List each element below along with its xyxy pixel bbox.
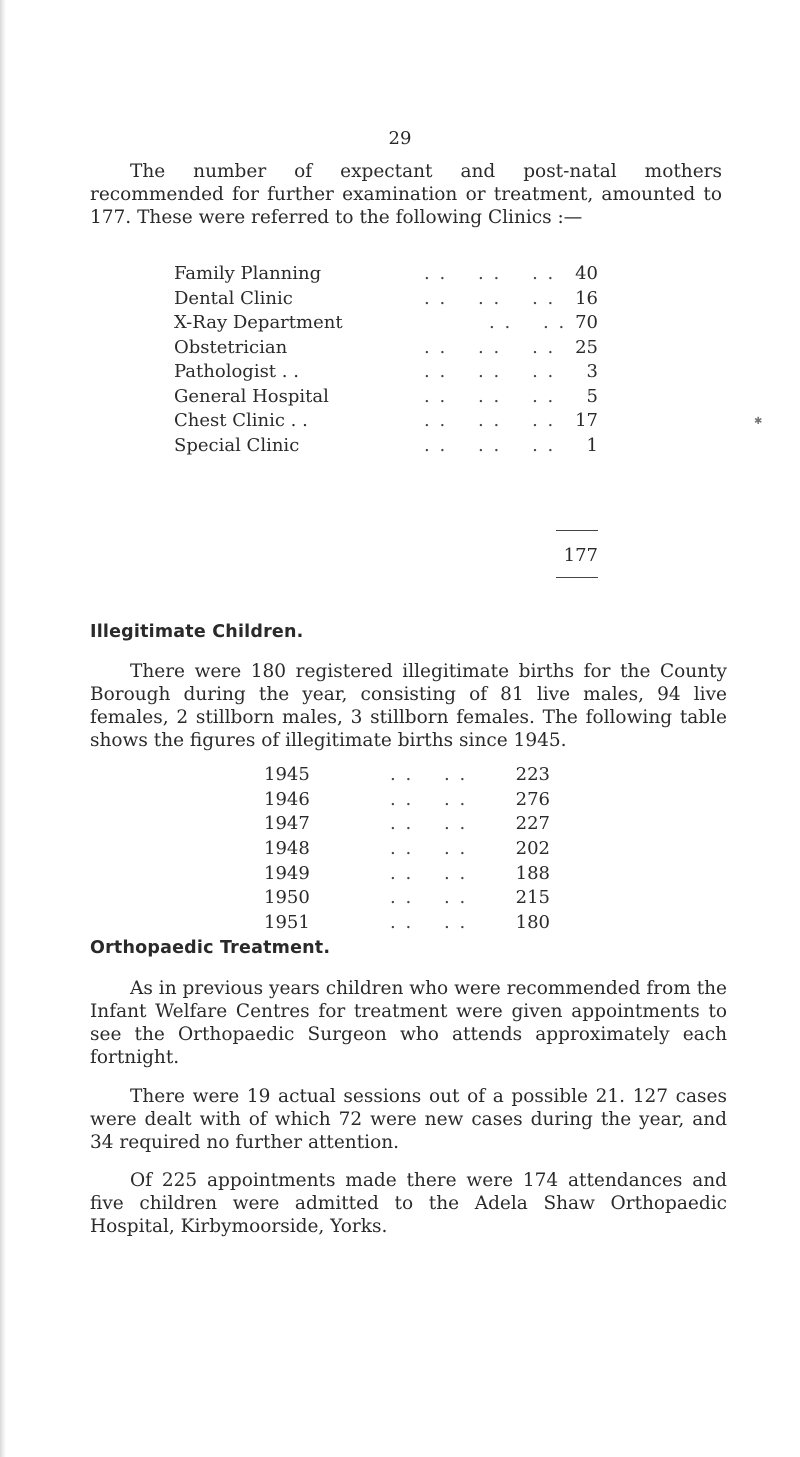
birth-year: 1947 bbox=[264, 813, 310, 835]
clinic-referral-table bbox=[174, 262, 598, 458]
illegitimate-births-table bbox=[264, 763, 554, 936]
clinic-row bbox=[174, 360, 598, 385]
birth-year: 1946 bbox=[264, 788, 310, 810]
births-row bbox=[264, 837, 554, 862]
clinic-count: 70 bbox=[575, 312, 598, 333]
clinic-name: Dental Clinic bbox=[174, 287, 293, 309]
leader-dots: . . . . bbox=[489, 312, 567, 333]
birth-count: 215 bbox=[515, 887, 550, 909]
leader-dots: . . . . bbox=[390, 764, 468, 785]
leader-dots: . . . . bbox=[390, 912, 468, 934]
clinic-count: 5 bbox=[586, 385, 598, 407]
leader-dots: . . . . . . bbox=[424, 385, 556, 407]
leader-dots: . . . . . . bbox=[424, 287, 556, 309]
leader-dots: . . . . bbox=[390, 838, 468, 860]
leader-dots: . . . . . . bbox=[424, 263, 556, 284]
birth-count: 223 bbox=[515, 764, 550, 785]
orthopaedic-paragraph-3: Of 225 appointments made there were 174 attendances and five children were admitted to the Adela Shaw Orthopaedic Hospital, Kirbymoorside, Yorks. bbox=[90, 1170, 727, 1237]
clinic-name: Family Planning bbox=[174, 263, 322, 284]
clinic-count: 16 bbox=[575, 287, 598, 309]
leader-dots: . . . . bbox=[390, 788, 468, 810]
clinic-count: 17 bbox=[575, 410, 598, 431]
total-rule-bottom bbox=[556, 577, 598, 578]
leader-dots: . . . . bbox=[390, 887, 468, 909]
orthopaedic-heading: Orthopaedic Treatment. bbox=[90, 938, 331, 958]
intro-paragraph: The number of expectant and post-natal mothers recommended for further examination or treatment, amounted to 177. These were referred to the following Clinics :— bbox=[90, 161, 722, 228]
clinic-row bbox=[174, 385, 598, 410]
clinics-total: 177 bbox=[563, 545, 598, 566]
births-row bbox=[264, 886, 554, 911]
leader-dots: . . . . . . bbox=[424, 336, 556, 358]
illegitimate-paragraph: There were 180 registered illegitimate births for the County Borough during the year, consisting of 81 live males, 94 live females, 2 stillborn males, 3 stillborn females. The following table shows the figures of illegitimate births since 1945. bbox=[90, 661, 727, 751]
clinic-row bbox=[174, 409, 598, 434]
clinic-row bbox=[174, 262, 598, 287]
births-row bbox=[264, 788, 554, 813]
clinic-name: X-Ray Department bbox=[174, 312, 343, 333]
births-row bbox=[264, 862, 554, 887]
clinic-row bbox=[174, 336, 598, 361]
birth-count: 276 bbox=[515, 788, 550, 810]
clinic-row bbox=[174, 434, 598, 459]
births-row bbox=[264, 763, 554, 788]
birth-count: 180 bbox=[515, 912, 550, 934]
clinic-row bbox=[174, 311, 598, 336]
clinic-count: 40 bbox=[575, 263, 598, 284]
leader-dots: . . . . bbox=[390, 862, 468, 884]
illegitimate-heading: Illegitimate Children. bbox=[90, 622, 304, 642]
clinic-count: 3 bbox=[586, 361, 598, 382]
page-number: 29 bbox=[388, 128, 412, 149]
clinic-name: Chest Clinic . . bbox=[174, 410, 308, 431]
stray-mark: ✱ bbox=[754, 416, 763, 427]
birth-count: 227 bbox=[515, 813, 550, 835]
birth-year: 1950 bbox=[264, 887, 310, 909]
births-row bbox=[264, 812, 554, 837]
leader-dots: . . . . . . bbox=[424, 410, 556, 431]
orthopaedic-paragraph-2: There were 19 actual sessions out of a possible 21. 127 cases were dealt with of which 72 were new cases during the year, and 34 required no further attention. bbox=[90, 1086, 727, 1153]
birth-year: 1945 bbox=[264, 764, 310, 785]
birth-count: 202 bbox=[515, 838, 550, 860]
births-row bbox=[264, 911, 554, 936]
clinic-name: Special Clinic bbox=[174, 434, 300, 456]
clinic-count: 1 bbox=[586, 434, 598, 456]
leader-dots: . . . . . . bbox=[424, 361, 556, 382]
clinic-name: Obstetrician bbox=[174, 336, 288, 358]
clinic-count: 25 bbox=[575, 336, 598, 358]
leader-dots: . . . . . . bbox=[424, 434, 556, 456]
birth-year: 1949 bbox=[264, 862, 310, 884]
birth-count: 188 bbox=[515, 862, 550, 884]
clinic-name: Pathologist . . bbox=[174, 361, 299, 382]
leader-dots: . . . . bbox=[390, 813, 468, 835]
birth-year: 1948 bbox=[264, 838, 310, 860]
orthopaedic-paragraph-1: As in previous years children who were recommended from the Infant Welfare Centres for treatment were given appointments to see the Orthopaedic Surgeon who attends approximately each fortnight. bbox=[90, 978, 727, 1068]
total-rule-top bbox=[556, 530, 598, 531]
clinic-name: General Hospital bbox=[174, 385, 329, 407]
birth-year: 1951 bbox=[264, 912, 310, 934]
clinic-row bbox=[174, 287, 598, 312]
